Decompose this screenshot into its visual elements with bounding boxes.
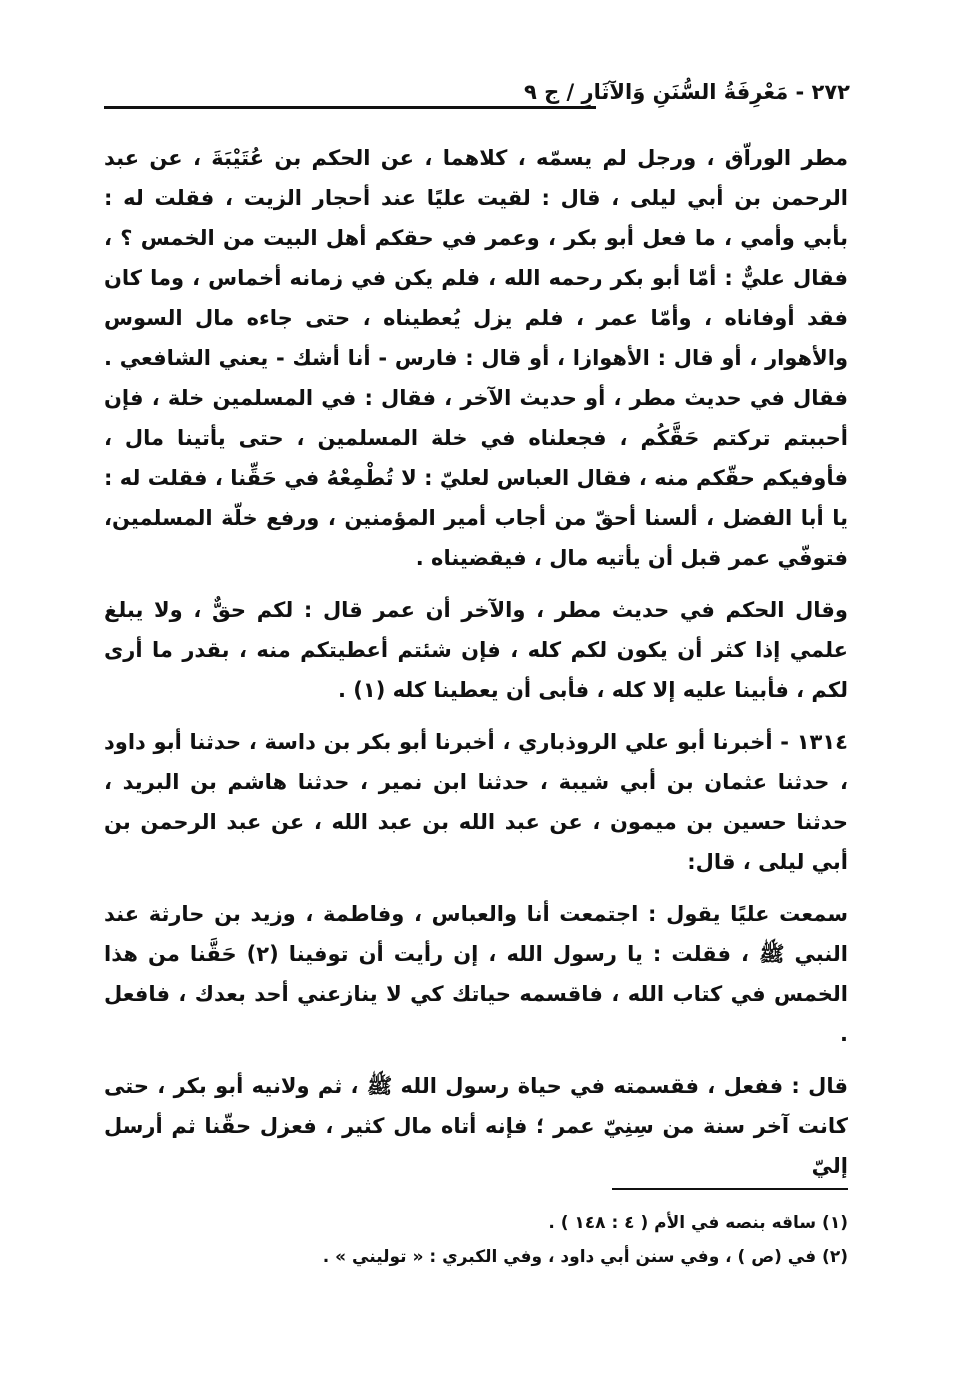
main-text xyxy=(104,138,848,1198)
paragraph: وقال الحكم في حديث مطر ، والآخر أن عمر قال : لكم حقٌّ ، ولا يبلغ علمي إذا كثر أن يكون لكم كله ، فإن شئتم أعطيتكم منه ، بقدر ما أرى لكم ، فأبينا عليه إلا كله ، فأبى أن يعطينا كله (١) . xyxy=(104,598,848,702)
hadith-paragraph: ١٣١٤ - أخبرنا أبو علي الروذباري ، أخبرنا أبو بكر بن داسة ، حدثنا أبو داود ، حدثنا عثمان بن أبي شيبة ، حدثنا ابن نمير ، حدثنا هاشم بن البريد ، حدثنا حسين بن ميمون ، عن عبد الله بن عبد الله ، عن عبد الرحمن بن أبي ليلى ، قال: xyxy=(104,730,848,874)
header-rule xyxy=(104,106,596,109)
footnote-rule xyxy=(612,1188,848,1190)
paragraph: سمعت عليًا يقول : اجتمعت أنا والعباس ، وفاطمة ، وزيد بن حارثة عند النبي ﷺ ، فقلت : يا رسول الله ، إن رأيت أن توفينا (٢) حَقَّنا من هذا الخمس في كتاب الله ، فاقسمه حياتك كي لا ينازعني أحد بعدك ، فافعل . xyxy=(104,902,848,1046)
paragraph: قال : ففعل ، فقسمته في حياة رسول الله ﷺ ، ثم ولانيه أبو بكر ، حتى كانت آخر سنة من سِنِيّ عمر ؛ فإنه أتاه مال كثير ، فعزل حقّنا ثم أرسل إليّ xyxy=(104,1074,848,1178)
running-head-text: ٢٧٢ - مَعْرِفَةُ السُّنَنِ وَالآثَارِ / ج ٩ xyxy=(523,80,850,104)
footnote: (١) ساقه بنصه في الأم ( ٤ : ١٤٨ ) . xyxy=(548,1213,848,1233)
footnote: (٢) في (ص ) ، وفي سنن أبي داود ، وفي الكبري : « توليني » . xyxy=(322,1247,848,1267)
paragraph: مطر الوراّق ، ورجل لم يسمّه ، كلاهما ، عن الحكم بن عُتَيْبَةَ ، عن عبد الرحمن بن أبي ليلى ، قال : لقيت عليًا عند أحجار الزيت ، فقلت له : بأبي وأمي ، ما فعل أبو بكر ، وعمر في حقكم أهل البيت من الخمس ؟ ، فقال عليٌّ : أمّا أبو بكر رحمه الله ، فلم يكن في زمانه أخماس ، وما كان فقد أوفاناه ، وأمّا عمر ، فلم يزل يُعطيناه ، حتى جاءه مال السوس والأهوار ، أو قال : الأهوازا ، أو قال : فارس - أنا أشك - يعني الشافعي . فقال في حديث مطر ، أو حديث الآخر ، فقال : في المسلمين خلة ، فإن أحببتم تركتم حَقَّكُم ، فجعلناه في خلة المسلمين ، حتى يأتينا مال ، فأوفيكم حقّكم منه ، فقال العباس لعليّ : لا تُطْمِعْهُ في حَقِّنا ، فقلت له : يا أبا الفضل ، ألسنا أحقّ من أجاب أمير المؤمنين ، ورفع خلّة المسلمين، فتوفّي عمر قبل أن يأتيه مال ، فيقضيناه . xyxy=(104,146,848,570)
footnotes xyxy=(300,1206,848,1274)
